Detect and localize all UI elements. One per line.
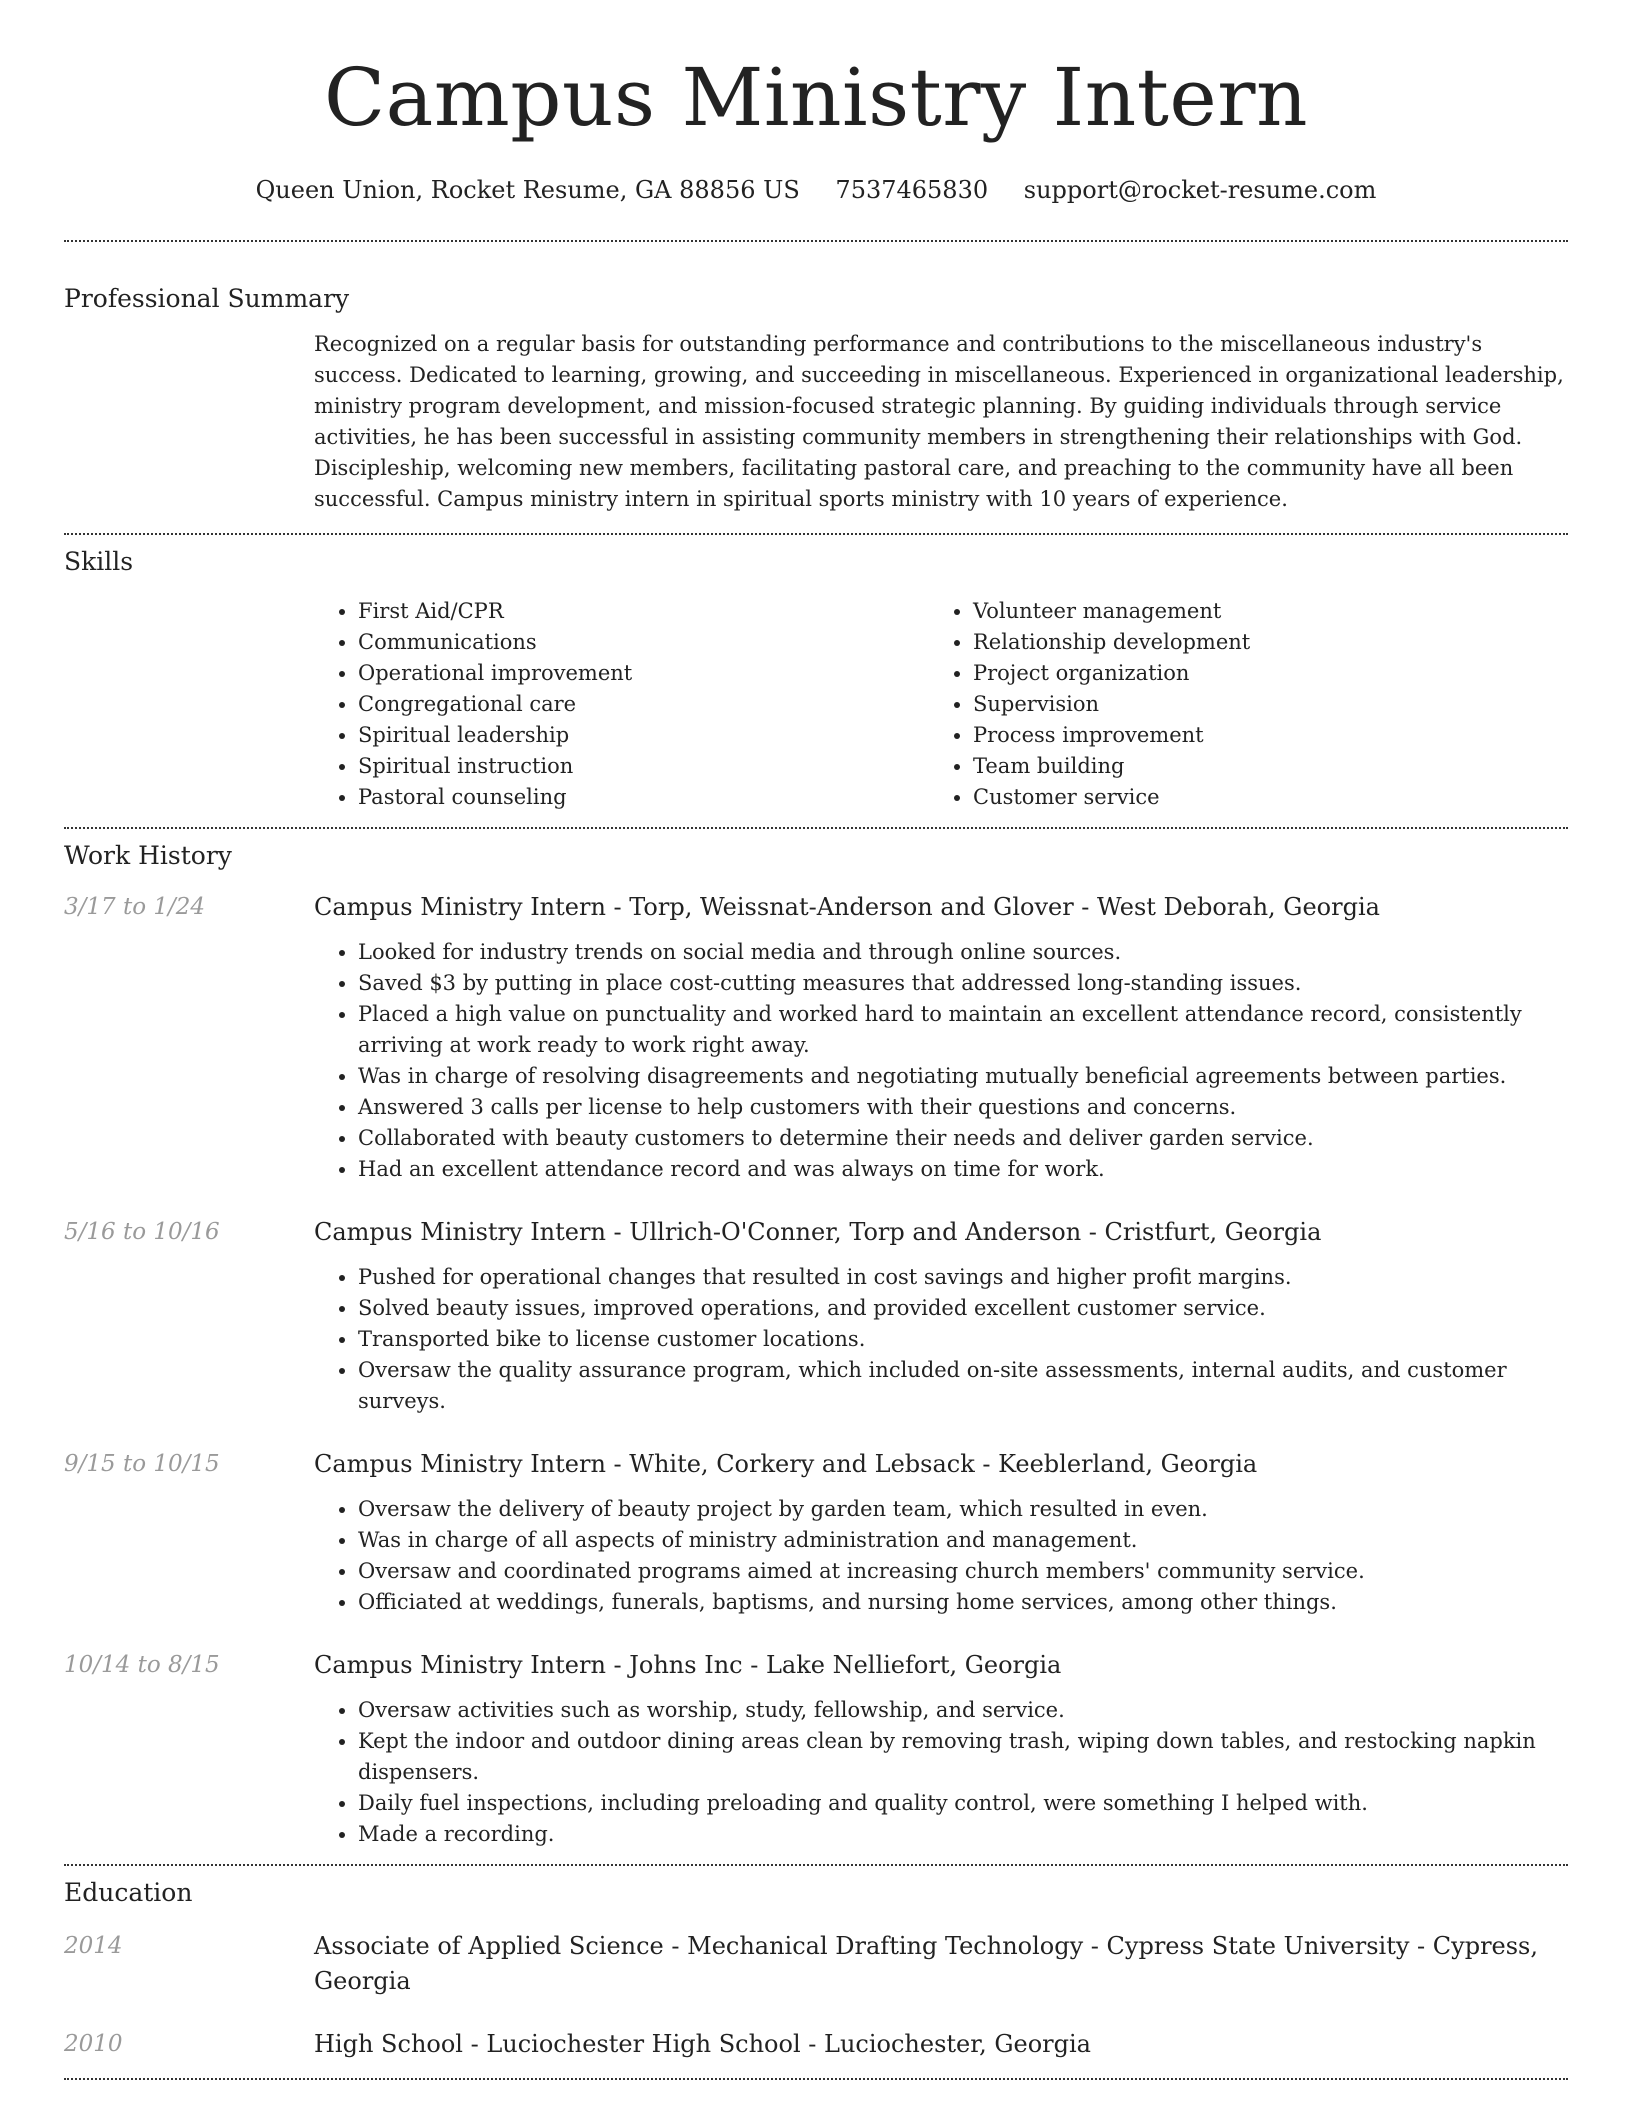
job-entry [64, 1648, 1568, 1850]
job-dates: 10/14 to 8/15 [64, 1652, 220, 1678]
job-bullets [314, 1262, 1568, 1417]
education-heading: Education [64, 1878, 193, 1907]
skill-item: • Operational improvement [358, 658, 929, 689]
job-bullet: • Oversaw activities such as worship, study, fellowship, and service. [358, 1695, 1568, 1726]
summary-text: Recognized on a regular basis for outstanding performance and contributions to the miscellaneous industry's success. Dedicated to learning, growing, and succeeding in miscellaneous. Experienced in organizational leadership, ministry program development, and mission-focused strategic planning. By guiding individuals through service activities, he has been successful in assisting community members in strengthening their relationships with God. Discipleship, welcoming new members, facilitating pastoral care, and preaching to the community have all been successful. Campus ministry intern in spiritual sports ministry with 10 years of experience. [314, 332, 1564, 511]
skill-item: • Team building [973, 751, 1544, 782]
education-entry [64, 1929, 1568, 1999]
skill-item: • Customer service [973, 782, 1544, 813]
job-title: Campus Ministry Intern - Torp, Weissnat-Anderson and Glover - West Deborah, Georgia [314, 893, 1380, 921]
job-title: Campus Ministry Intern - Ullrich-O'Conner, Torp and Anderson - Cristfurt, Georgia [314, 1218, 1322, 1246]
skill-item: • Process improvement [973, 720, 1544, 751]
education-year: 2010 [64, 2031, 123, 2057]
job-bullet: • Oversaw and coordinated programs aimed at increasing church members' community service. [358, 1556, 1568, 1587]
skill-item: • Volunteer management [973, 596, 1544, 627]
education-section [64, 1878, 1568, 2062]
job-bullet: • Looked for industry trends on social media and through online sources. [358, 937, 1568, 968]
work-history-section [64, 841, 1568, 1850]
job-bullet: • Kept the indoor and outdoor dining areas clean by removing trash, wiping down tables, and restocking napkin dispensers. [358, 1726, 1568, 1788]
skill-item: • Project organization [973, 658, 1544, 689]
summary-heading: Professional Summary [64, 284, 350, 313]
education-detail: Associate of Applied Science - Mechanical Drafting Technology - Cypress State University - Cypress, Georgia [314, 1932, 1538, 1995]
summary-divider [64, 533, 1568, 535]
job-bullets [314, 1695, 1568, 1850]
job-entry [64, 1447, 1568, 1618]
job-dates: 3/17 to 1/24 [64, 894, 206, 920]
job-bullet: • Was in charge of all aspects of ministry administration and management. [358, 1525, 1568, 1556]
job-bullet: • Officiated at weddings, funerals, baptisms, and nursing home services, among other things. [358, 1587, 1568, 1618]
job-bullet: • Transported bike to license customer locations. [358, 1324, 1568, 1355]
education-divider [64, 2078, 1568, 2080]
skill-item: • Spiritual leadership [358, 720, 929, 751]
job-bullet: • Was in charge of resolving disagreements and negotiating mutually beneficial agreements between parties. [358, 1061, 1568, 1092]
job-entry [64, 1215, 1568, 1417]
work-history-heading: Work History [64, 841, 232, 870]
skills-list [314, 596, 1568, 813]
candidate-name: Campus Ministry Intern [323, 51, 1309, 144]
job-bullet: • Daily fuel inspections, including preloading and quality control, were something I helped with. [358, 1788, 1568, 1819]
header-divider [64, 240, 1568, 242]
job-title: Campus Ministry Intern - White, Corkery and Lebsack - Keeblerland, Georgia [314, 1450, 1258, 1478]
job-bullet: • Oversaw the delivery of beauty project by garden team, which resulted in even. [358, 1494, 1568, 1525]
contact-email: support@rocket-resume.com [1023, 176, 1377, 204]
job-bullets [314, 937, 1568, 1185]
skill-item: • Communications [358, 627, 929, 658]
contact-address: Queen Union, Rocket Resume, GA 88856 US [255, 176, 800, 204]
job-bullet: • Answered 3 calls per license to help customers with their questions and concerns. [358, 1092, 1568, 1123]
education-entry [64, 2027, 1568, 2062]
skills-column-left [314, 596, 929, 813]
job-bullet: • Collaborated with beauty customers to determine their needs and deliver garden service. [358, 1123, 1568, 1154]
skills-section [64, 547, 1568, 813]
job-bullet: • Pushed for operational changes that resulted in cost savings and higher profit margins. [358, 1262, 1568, 1293]
education-detail: High School - Luciochester High School - Luciochester, Georgia [314, 2030, 1091, 2058]
job-entry [64, 890, 1568, 1185]
resume-page [64, 0, 1568, 2080]
job-bullet: • Solved beauty issues, improved operations, and provided excellent customer service. [358, 1293, 1568, 1324]
work-divider [64, 1864, 1568, 1866]
job-bullet: • Placed a high value on punctuality and worked hard to maintain an excellent attendance record, consistently arriving at work ready to work right away. [358, 999, 1568, 1061]
job-title: Campus Ministry Intern - Johns Inc - Lake Nelliefort, Georgia [314, 1651, 1062, 1679]
skill-item: • Spiritual instruction [358, 751, 929, 782]
skill-item: • Relationship development [973, 627, 1544, 658]
job-dates: 9/15 to 10/15 [64, 1451, 220, 1477]
job-bullet: • Oversaw the quality assurance program, which included on-site assessments, internal audits, and customer surveys. [358, 1355, 1568, 1417]
skill-item: • First Aid/CPR [358, 596, 929, 627]
skills-divider [64, 827, 1568, 829]
contact-phone: 7537465830 [835, 176, 989, 204]
skill-item: • Congregational care [358, 689, 929, 720]
job-dates: 5/16 to 10/16 [64, 1219, 220, 1245]
contact-line [64, 176, 1568, 204]
summary-section [64, 284, 1568, 515]
skills-column-right [929, 596, 1544, 813]
skills-heading: Skills [64, 547, 134, 576]
education-year: 2014 [64, 1933, 123, 1959]
skill-item: • Supervision [973, 689, 1544, 720]
job-bullet: • Saved $3 by putting in place cost-cutting measures that addressed long-standing issues. [358, 968, 1568, 999]
job-bullets [314, 1494, 1568, 1618]
skill-item: • Pastoral counseling [358, 782, 929, 813]
job-bullet: • Made a recording. [358, 1819, 1568, 1850]
job-bullet: • Had an excellent attendance record and was always on time for work. [358, 1154, 1568, 1185]
